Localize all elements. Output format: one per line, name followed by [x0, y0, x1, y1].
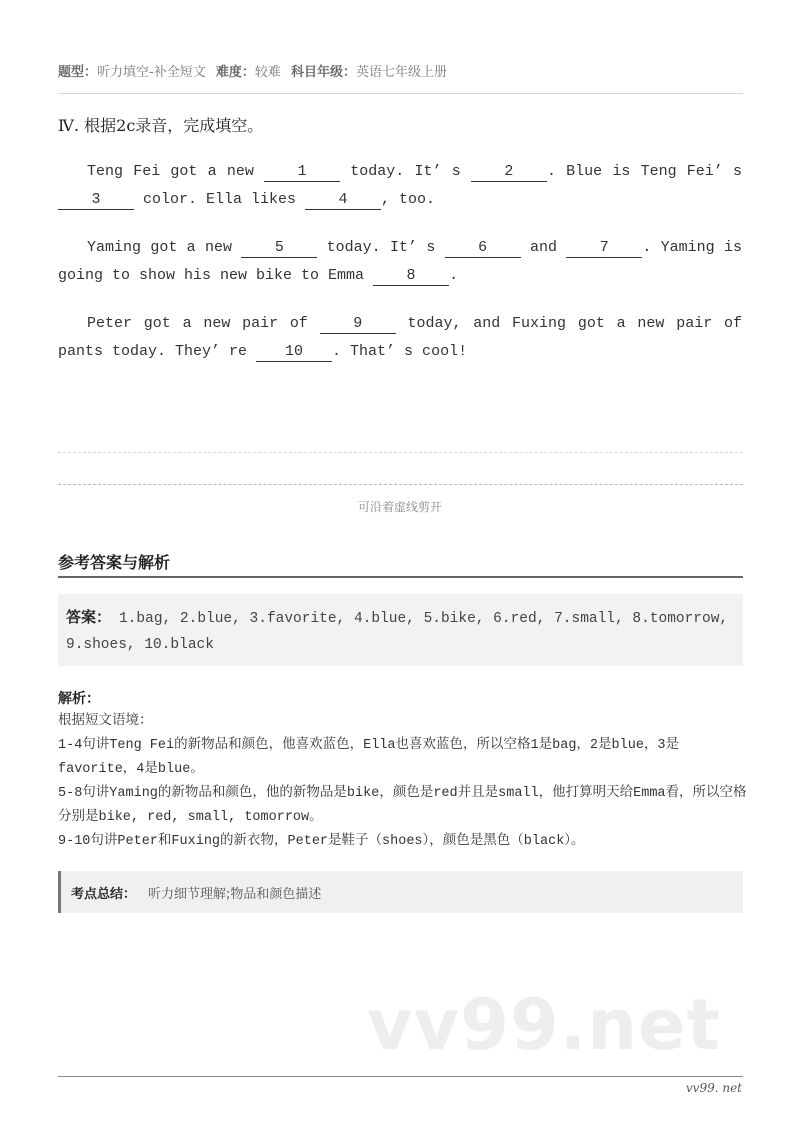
blank-3: 3: [58, 191, 134, 210]
analysis-body: [58, 710, 748, 854]
answer-section-title: 参考答案与解析: [58, 553, 171, 572]
difficulty-label: 难度：: [215, 65, 255, 80]
subject-label: 科目年级：: [291, 65, 357, 80]
passage-text: , too.: [381, 191, 436, 208]
passage-text: today. It’ s: [340, 163, 471, 180]
dashed-divider-light: [58, 452, 743, 453]
blank-4: 4: [305, 191, 381, 210]
answer-box: [58, 594, 743, 666]
subject-value: 英语七年级上册: [356, 65, 448, 80]
blank-10: 10: [256, 343, 332, 362]
passage-paragraph-2: [58, 234, 742, 290]
answer-text: 1.bag, 2.blue, 3.favorite, 4.blue, 5.bike, 6.red, 7.small, 8.tomorrow, 9.shoes, 10.black: [66, 611, 729, 653]
blank-9: 9: [320, 315, 396, 334]
passage-text: and: [520, 239, 567, 256]
analysis-line: 9-10句讲Peter和Fuxing的新衣物，Peter是鞋子（shoes），颜色是黑色（black）。: [58, 834, 585, 849]
cut-hint: 可沿着虚线剪开: [357, 500, 442, 514]
passage-text: today. It’ s: [317, 239, 445, 256]
key-points-label: 考点总结：: [71, 887, 137, 902]
answer-label: 答案：: [66, 608, 112, 626]
passage-text: color. Ella likes: [134, 191, 306, 208]
key-points-content: [71, 883, 321, 902]
type-label: 题型：: [58, 65, 98, 80]
footer-site-link[interactable]: vv99. net: [685, 1081, 742, 1095]
difficulty-value: 较难: [254, 65, 281, 80]
passage-text: . That’ s cool!: [332, 343, 468, 360]
passage-text: Yaming got a new: [87, 239, 242, 256]
blank-8: 8: [373, 267, 449, 286]
meta-divider: [58, 93, 743, 94]
analysis-line: 根据短文语境：: [58, 714, 153, 729]
passage-text: Teng Fei got a new: [87, 163, 265, 180]
type-value: 听力填空-补全短文: [97, 65, 206, 80]
analysis-label: 解析：: [58, 691, 100, 707]
key-points-text: 听力细节理解;物品和颜色描述: [148, 887, 322, 902]
analysis-line: 1-4句讲Teng Fei的新物品和颜色，他喜欢蓝色，Ella也喜欢蓝色，所以空格1是bag，2是blue，3是favorite，4是blue。: [58, 738, 680, 777]
footer-divider: [58, 1076, 743, 1077]
passage-paragraph-3: [58, 310, 742, 366]
blank-6: 6: [445, 239, 521, 258]
passage-paragraph-1: [58, 158, 742, 214]
passage-text: . Blue is Teng Fei’ s: [546, 163, 743, 180]
key-points-box: [58, 871, 743, 913]
blank-2: 2: [471, 163, 547, 182]
blank-7: 7: [566, 239, 642, 258]
section-divider: [58, 576, 743, 578]
analysis-line: 5-8句讲Yaming的新物品和颜色，他的新物品是bike，颜色是red并且是small，他打算明天给Emma看，所以空格分别是bike, red, small, tomorrow。: [58, 786, 747, 825]
passage-text: .: [449, 267, 459, 284]
question-meta-bar: [58, 64, 743, 82]
answer-content: [66, 604, 736, 658]
question-heading: Ⅳ. 根据2c录音，完成填空。: [58, 116, 264, 135]
passage-text: . Yaming is going to show his new bike to Emma: [58, 239, 742, 284]
dashed-cut-line: [58, 484, 743, 485]
passage-text: today, and Fuxing got a new pair of pants today. They’ re: [58, 315, 742, 360]
blank-1: 1: [264, 163, 340, 182]
watermark: vv99.net: [367, 984, 722, 1066]
blank-5: 5: [241, 239, 317, 258]
passage-text: Peter got a new pair of: [87, 315, 320, 332]
